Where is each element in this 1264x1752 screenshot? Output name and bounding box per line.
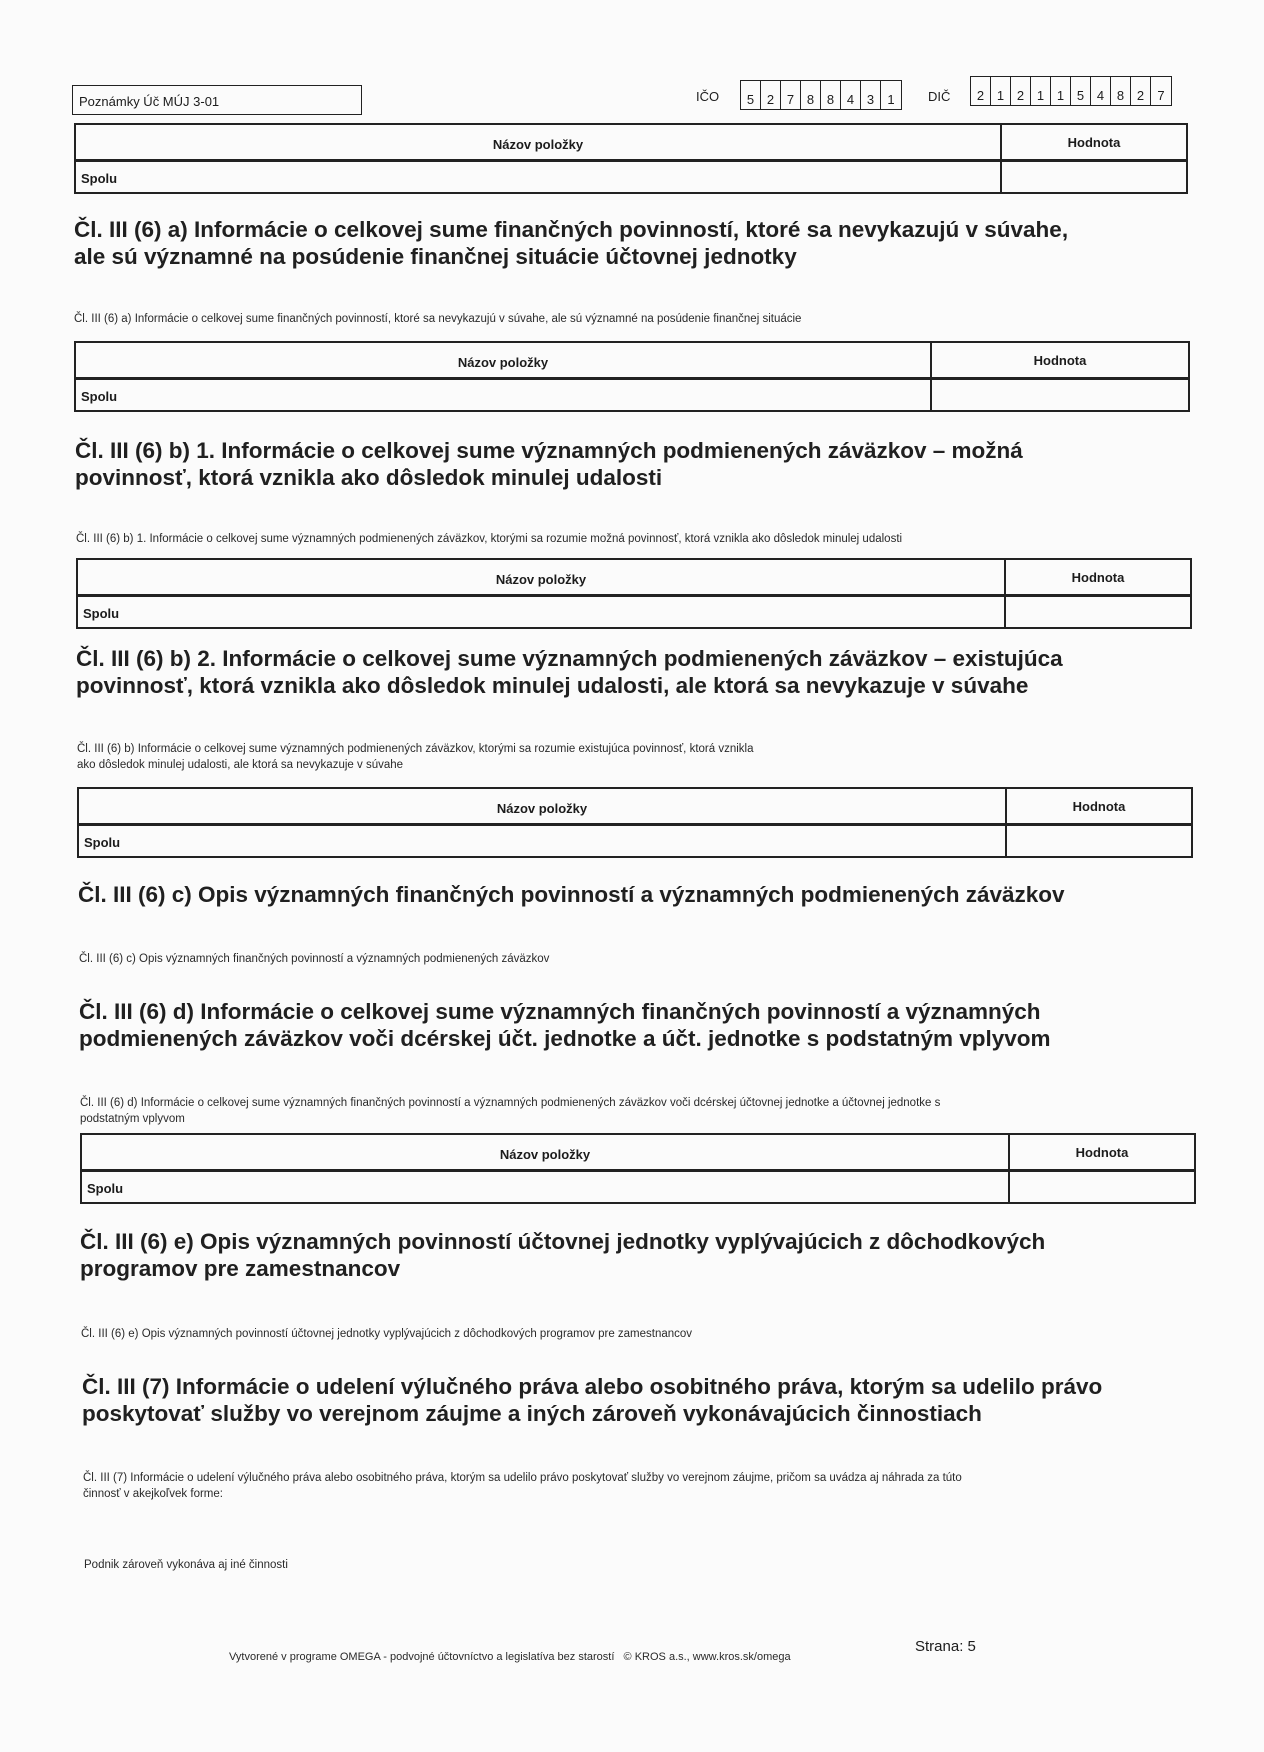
section-b2-note-line1: Čl. III (6) b) Informácie o celkovej sume významných podmienených záväzkov, ktorými sa rozumie existujúca povinnosť, ktorá vznikla <box>77 743 754 755</box>
table-total-label: Spolu <box>81 171 118 186</box>
table-header-name: Názov položky <box>495 572 587 587</box>
table-header-value: Hodnota <box>930 343 1188 377</box>
dic-digits <box>970 76 1172 106</box>
section-e-heading-line2: programov pre zamestnancov <box>80 1256 401 1281</box>
section-b1-note <box>76 531 1196 547</box>
section-e-heading-line1: Čl. III (6) e) Opis významných povinností účtovnej jednotky vyplývajúcich z dôchodkových <box>80 1229 1046 1254</box>
section-7-note-line1: Čl. III (7) Informácie o udelení výlučného práva alebo osobitného práva, ktorým sa udelilo právo poskytovať služby vo verejnom záujme, pričom sa uvádza aj náhrada za túto <box>83 1472 962 1484</box>
ico-digits <box>740 80 902 110</box>
table-total-label: Spolu <box>81 389 118 404</box>
section-c-note <box>79 951 1199 967</box>
ico-digit: 3 <box>861 81 881 109</box>
section-c-heading-line1: Čl. III (6) c) Opis významných finančných povinností a významných podmienených záväzkov <box>78 882 1065 907</box>
table-header-name: Názov položky <box>457 355 549 370</box>
section-b2-heading <box>76 645 1196 699</box>
dic-digit: 1 <box>1031 77 1051 105</box>
section-7-note-line2: činnosť v akejkoľvek forme: <box>83 1488 223 1500</box>
section-d-heading-line1: Čl. III (6) d) Informácie o celkovej sume významných finančných povinností a významných <box>79 999 1041 1024</box>
ico-digit: 8 <box>821 81 841 109</box>
ico-label: IČO <box>696 89 720 104</box>
section-7-note <box>83 1470 1213 1502</box>
section-e-heading <box>80 1228 1200 1282</box>
section-a-heading <box>74 216 1194 270</box>
ico-digit: 1 <box>887 92 895 107</box>
ico-digit: 4 <box>841 81 861 109</box>
page-number: Strana: 5 <box>915 1638 976 1655</box>
section-a-note-line1: Čl. III (6) a) Informácie o celkovej sume finančných povinností, ktoré sa nevykazujú v súvahe, ale sú významné na posúdenie finančnej situácie <box>74 313 802 325</box>
table-total-value[interactable] <box>930 380 1188 410</box>
section-b2-heading-line2: povinnosť, ktorá vznikla ako dôsledok minulej udalosti, ale ktorá sa nevykazuje v súvahe <box>76 673 1029 698</box>
ico-digit: 2 <box>761 81 781 109</box>
table-total-value[interactable] <box>1005 826 1191 856</box>
dic-digit: 8 <box>1111 77 1131 105</box>
section-a-heading-line2: ale sú významné na posúdenie finančnej situácie účtovnej jednotky <box>74 244 797 269</box>
ico-digit: 7 <box>781 81 801 109</box>
section-d-heading <box>79 998 1199 1052</box>
dic-digit: 5 <box>1071 77 1091 105</box>
dic-digit: 7 <box>1157 88 1165 103</box>
dic-digit: 2 <box>971 77 991 105</box>
ico-digit: 5 <box>741 81 761 109</box>
dic-digit: 4 <box>1091 77 1111 105</box>
table-header-value: Hodnota <box>1005 789 1191 823</box>
section-b1-heading-line2: povinnosť, ktorá vznikla ako dôsledok minulej udalosti <box>75 465 663 490</box>
table-header-name: Názov položky <box>499 1147 591 1162</box>
section-b2-heading-line1: Čl. III (6) b) 2. Informácie o celkovej sume významných podmienených záväzkov – existujúca <box>76 646 1063 671</box>
table-top <box>74 123 1188 194</box>
table-total-value[interactable] <box>1000 162 1186 192</box>
section-b1-heading <box>75 437 1195 491</box>
section-a-note <box>74 311 1194 327</box>
table-header-value: Hodnota <box>1004 560 1190 594</box>
table-total-value[interactable] <box>1004 597 1190 627</box>
table-total-value[interactable] <box>1008 1172 1194 1202</box>
section-c-heading <box>78 881 1198 908</box>
section-d-note-line1: Čl. III (6) d) Informácie o celkovej sume významných finančných povinností a významných podmienených záväzkov voči dcérskej účtovnej jednotke a účtovnej jednotke s <box>80 1097 941 1109</box>
form-label: Poznámky Úč MÚJ 3-01 <box>79 94 220 109</box>
table-total-label: Spolu <box>87 1181 124 1196</box>
section-b2-note-line2: ako dôsledok minulej udalosti, ale ktorá sa nevykazuje v súvahe <box>77 759 404 771</box>
table-header-value: Hodnota <box>1008 1135 1194 1169</box>
dic-digit: 1 <box>1051 77 1071 105</box>
section-e-note-line1: Čl. III (6) e) Opis významných povinností účtovnej jednotky vyplývajúcich z dôchodkových programov pre zamestnancov <box>81 1328 693 1340</box>
dic-label: DIČ <box>928 89 951 104</box>
section-d-note <box>80 1095 1200 1127</box>
section-7-heading <box>82 1373 1212 1427</box>
table-header-name: Názov položky <box>496 801 588 816</box>
footer-created-by: Vytvorené v programe OMEGA - podvojné účtovníctvo a legislatíva bez starostí © KROS a.s., www.kros.sk/omega <box>229 1651 791 1663</box>
ico-digit: 8 <box>801 81 821 109</box>
section-d-heading-line2: podmienených záväzkov voči dcérskej účt. jednotke a účt. jednotke s podstatným vplyvom <box>79 1026 1051 1051</box>
section-b1-note-line1: Čl. III (6) b) 1. Informácie o celkovej sume významných podmienených záväzkov, ktorými sa rozumie možná povinnosť, ktorá vznikla ako dôsledok minulej udalosti <box>76 533 903 545</box>
section-c-note-line1: Čl. III (6) c) Opis významných finančných povinností a významných podmienených záväzkov <box>79 953 550 965</box>
table-header-value: Hodnota <box>1000 125 1186 159</box>
section-7-extra-note: Podnik zároveň vykonáva aj iné činnosti <box>84 1559 288 1571</box>
table-total-label: Spolu <box>84 835 121 850</box>
table-section-a <box>74 341 1190 412</box>
table-section-d <box>80 1133 1196 1204</box>
section-e-note <box>81 1326 1201 1342</box>
section-d-note-line2: podstatným vplyvom <box>80 1113 185 1125</box>
dic-digit: 2 <box>1011 77 1031 105</box>
dic-digit: 2 <box>1131 77 1151 105</box>
form-label-box <box>72 85 362 115</box>
section-a-heading-line1: Čl. III (6) a) Informácie o celkovej sume finančných povinností, ktoré sa nevykazujú v súvahe, <box>74 217 1069 242</box>
table-section-b2 <box>77 787 1193 858</box>
table-total-label: Spolu <box>83 606 120 621</box>
section-7-heading-line2: poskytovať služby vo verejnom záujme a iných zároveň vykonávajúcich činnostiach <box>82 1401 982 1426</box>
section-b2-note <box>77 741 1197 773</box>
table-section-b1 <box>76 558 1192 629</box>
table-header-name: Názov položky <box>492 137 584 152</box>
dic-digit: 1 <box>991 77 1011 105</box>
section-b1-heading-line1: Čl. III (6) b) 1. Informácie o celkovej sume významných podmienených záväzkov – možná <box>75 438 1023 463</box>
section-7-heading-line1: Čl. III (7) Informácie o udelení výlučného práva alebo osobitného práva, ktorým sa udelilo právo <box>82 1374 1103 1399</box>
